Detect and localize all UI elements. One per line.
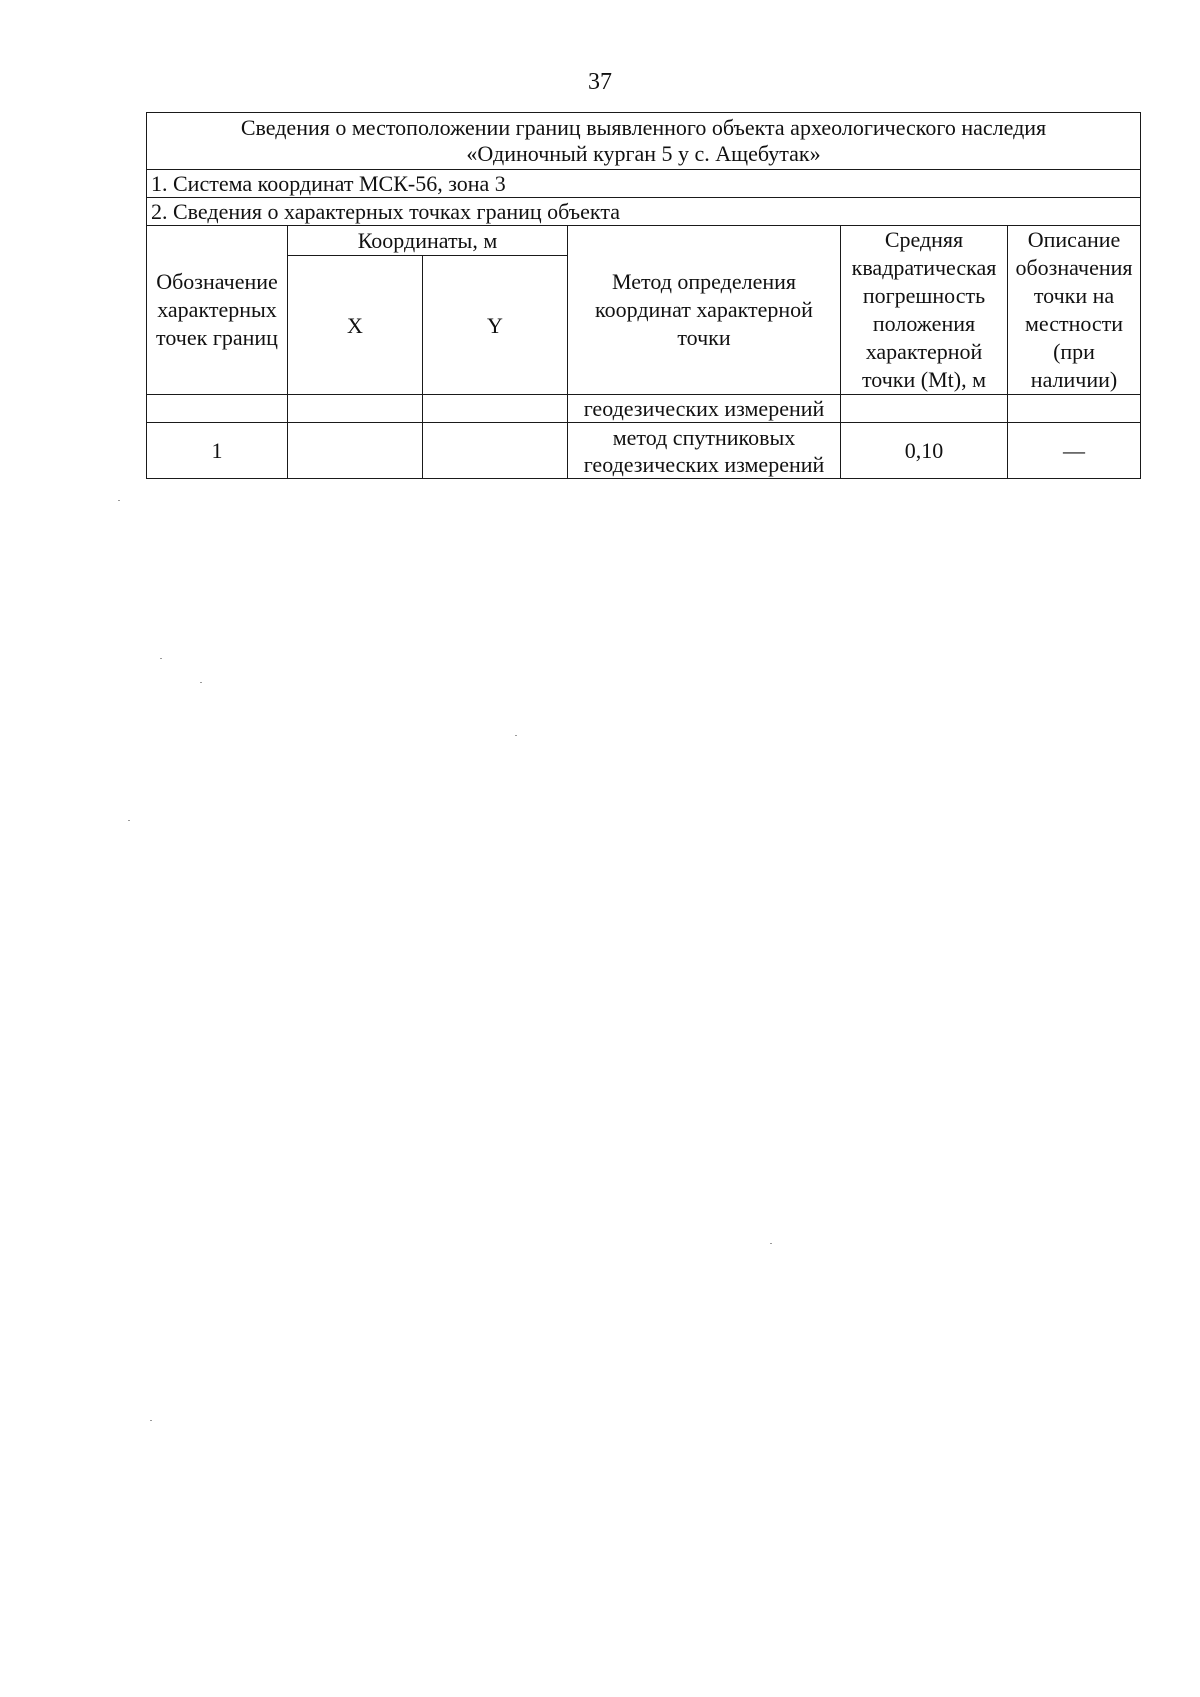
header-method: Метод определения координат характерной точки [568,226,841,395]
table-title-line-1: Сведения о местоположении границ выявленного объекта археологического наследия [240,115,1047,140]
continuation-row [147,395,1141,423]
table-cell [147,395,288,423]
y-cell [423,423,568,479]
scan-speck [150,1420,152,1421]
scan-speck [128,820,130,821]
method-cell: метод спутниковых геодезических измерений [568,423,841,479]
scan-speck [160,658,162,659]
table-cell [841,395,1008,423]
table-title [147,113,1141,170]
boundary-points-table [146,112,1141,479]
table-row [147,423,1141,479]
header-x: X [288,256,423,395]
scan-speck [515,735,517,736]
header-coordinates: Координаты, м [288,226,568,256]
point-cell: 1 [147,423,288,479]
table-cell [423,395,568,423]
table-title-line-2: «Одиночный курган 5 у с. Ащебутак» [466,141,821,166]
description-cell: — [1008,423,1141,479]
header-description: Описание обозначения точки на местности (при наличии) [1008,226,1141,395]
boundary-points-section-row: 2. Сведения о характерных точках границ объекта [147,198,1141,226]
table-cell [288,395,423,423]
header-accuracy: Средняя квадратическая погрешность положения характерной точки (Mt), м [841,226,1008,395]
continuation-method-cell [568,395,841,423]
table-cell [1008,395,1141,423]
page-number: 37 [588,69,612,95]
scan-speck [770,1243,772,1244]
header-designation: Обозначение характерных точек границ [147,226,288,395]
coordinate-system-row: 1. Система координат МСК-56, зона 3 [147,170,1141,198]
scan-speck [118,500,120,501]
header-y: Y [423,256,568,395]
scan-speck [200,682,202,683]
x-cell [288,423,423,479]
continuation-method-text: геодезических измерений [583,396,825,421]
table-header-row [147,226,1141,256]
accuracy-cell: 0,10 [841,423,1008,479]
